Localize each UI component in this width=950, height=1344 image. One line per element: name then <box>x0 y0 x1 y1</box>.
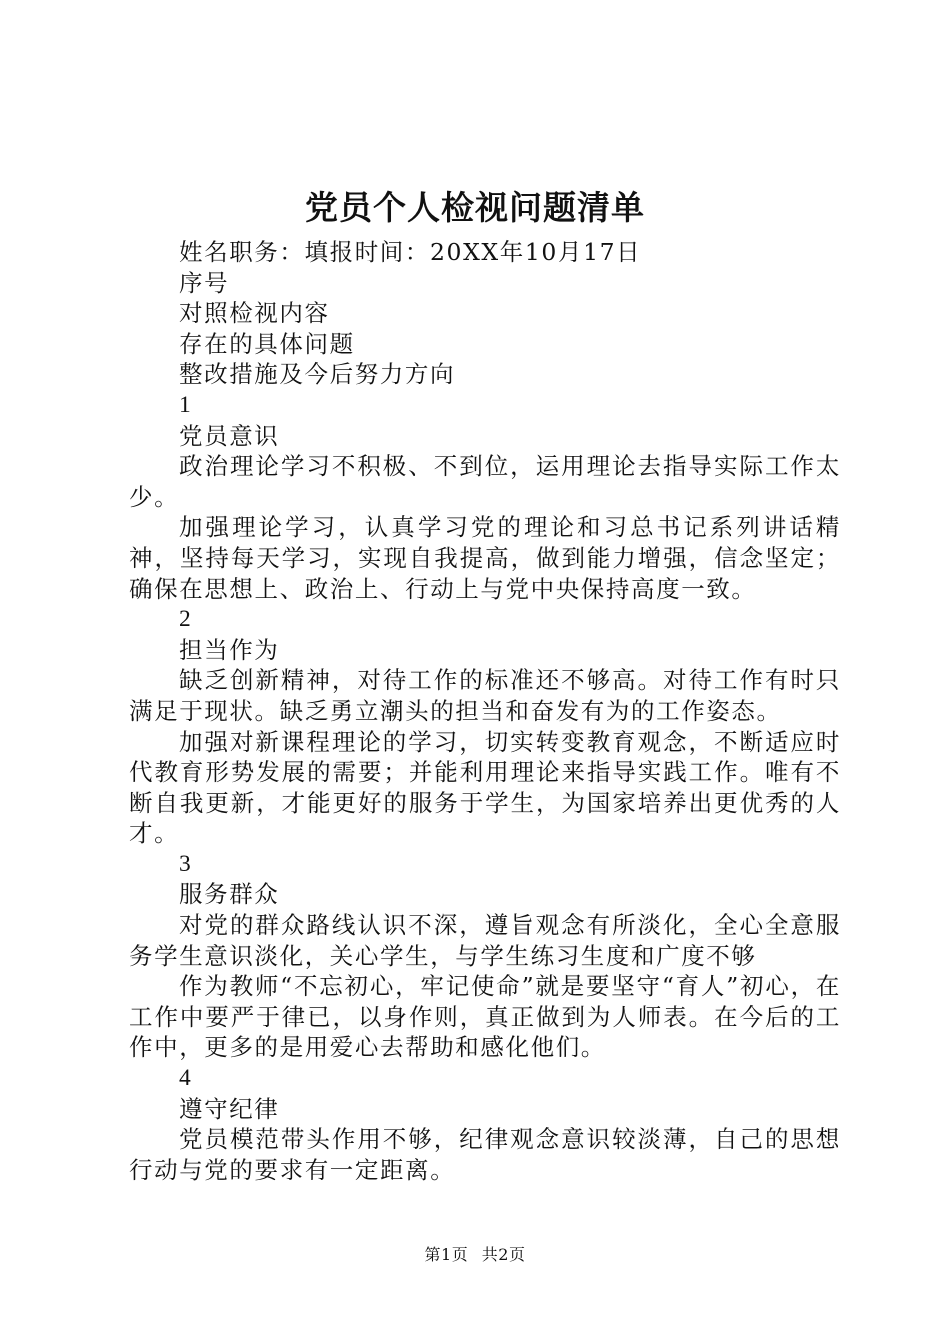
item-measures: 作为教师“不忘初心，牢记使命”就是要坚守“育人”初心，在工作中要严于律已，以身作则，真正做到为人师表。在今后的工作中，更多的是用爱心去帮助和感化他们。 <box>129 972 841 1062</box>
item-problem: 政治理论学习不积极、不到位，运用理论去指导实际工作太少。 <box>129 452 841 511</box>
column-header-measures: 整改措施及今后努力方向 <box>179 360 456 389</box>
item-category: 担当作为 <box>179 635 280 664</box>
page-number: 第1页 <box>424 1245 469 1264</box>
column-header-number: 序号 <box>179 268 230 297</box>
item-problem: 缺乏创新精神，对待工作的标准还不够高。对待工作有时只满足于现状。缺乏勇立潮头的担当和奋发有为的工作姿态。 <box>129 666 841 725</box>
item-category: 党员意识 <box>179 421 280 450</box>
column-header-content: 对照检视内容 <box>179 299 330 328</box>
page-total: 共2页 <box>481 1245 526 1264</box>
item-category: 遵守纪律 <box>179 1094 280 1123</box>
item-measures: 加强理论学习，认真学习党的理论和习总书记系列讲话精神，坚持每天学习，实现自我提高，做到能力增强，信念坚定；确保在思想上、政治上、行动上与党中央保持高度一致。 <box>129 513 841 603</box>
item-number: 3 <box>179 850 193 877</box>
item-problem: 对党的群众路线认识不深，遵旨观念有所淡化，全心全意服务学生意识淡化，关心学生，与学生练习生度和广度不够 <box>129 911 841 970</box>
document-body <box>129 237 841 1185</box>
item-problem: 党员模范带头作用不够，纪律观念意识较淡薄，自己的思想行动与党的要求有一定距离。 <box>129 1125 841 1184</box>
item-measures: 加强对新课程理论的学习，切实转变教育观念，不断适应时代教育形势发展的需要；并能利用理论来指导实践工作。唯有不断自我更新，才能更好的服务于学生，为国家培养出更优秀的人才。 <box>129 727 841 848</box>
header-line: 姓名职务：填报时间：20XX年10月17日 <box>179 238 642 266</box>
item-number: 2 <box>179 606 193 633</box>
document-title: 党员个人检视问题清单 <box>305 188 645 227</box>
item-number: 1 <box>179 391 193 418</box>
page-footer <box>0 1244 950 1266</box>
item-category: 服务群众 <box>179 880 280 909</box>
column-header-problem: 存在的具体问题 <box>179 329 355 358</box>
item-number: 4 <box>179 1065 193 1092</box>
